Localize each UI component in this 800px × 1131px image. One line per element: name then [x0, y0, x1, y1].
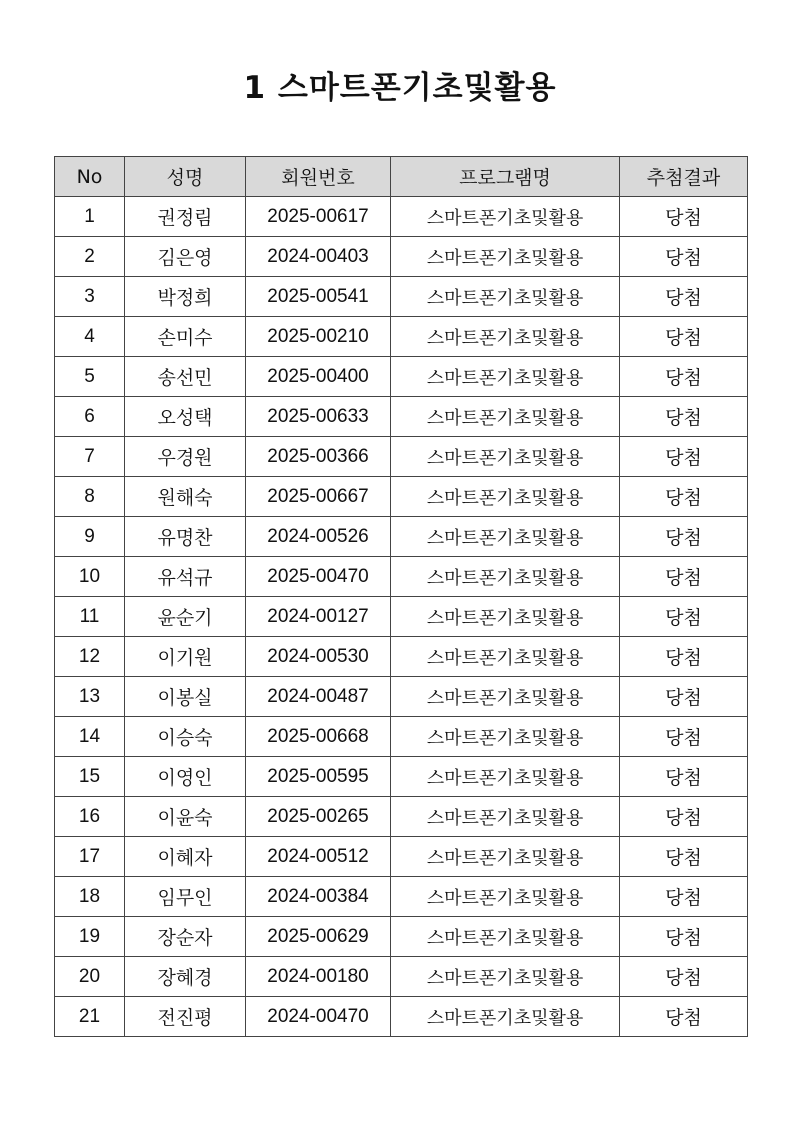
member-id: 2025-00541 — [246, 277, 391, 317]
program-name: 스마트폰기초및활용 — [391, 597, 620, 637]
row-number: 7 — [55, 437, 125, 477]
member-name: 임무인 — [125, 877, 246, 917]
draw-result: 당첨 — [620, 517, 748, 557]
member-id: 2024-00470 — [246, 997, 391, 1037]
member-id: 2024-00127 — [246, 597, 391, 637]
row-number: 11 — [55, 597, 125, 637]
program-name: 스마트폰기초및활용 — [391, 957, 620, 997]
member-name: 이봉실 — [125, 677, 246, 717]
column-header-member-id: 회원번호 — [246, 157, 391, 197]
table-row — [55, 757, 748, 797]
table-row — [55, 477, 748, 517]
table-row — [55, 557, 748, 597]
member-name: 유명찬 — [125, 517, 246, 557]
member-name: 이기원 — [125, 637, 246, 677]
member-name: 윤순기 — [125, 597, 246, 637]
program-name: 스마트폰기초및활용 — [391, 837, 620, 877]
table-row — [55, 877, 748, 917]
member-name: 원해숙 — [125, 477, 246, 517]
program-name: 스마트폰기초및활용 — [391, 437, 620, 477]
program-name: 스마트폰기초및활용 — [391, 477, 620, 517]
program-name: 스마트폰기초및활용 — [391, 397, 620, 437]
row-number: 2 — [55, 237, 125, 277]
program-name: 스마트폰기초및활용 — [391, 717, 620, 757]
member-name: 이영인 — [125, 757, 246, 797]
draw-result: 당첨 — [620, 677, 748, 717]
row-number: 17 — [55, 837, 125, 877]
member-id: 2024-00180 — [246, 957, 391, 997]
member-name: 송선민 — [125, 357, 246, 397]
member-id: 2025-00617 — [246, 197, 391, 237]
draw-result: 당첨 — [620, 597, 748, 637]
member-name: 이혜자 — [125, 837, 246, 877]
draw-result: 당첨 — [620, 197, 748, 237]
member-name: 장혜경 — [125, 957, 246, 997]
draw-result: 당첨 — [620, 557, 748, 597]
column-header-result: 추첨결과 — [620, 157, 748, 197]
member-name: 오성택 — [125, 397, 246, 437]
program-name: 스마트폰기초및활용 — [391, 357, 620, 397]
table-row — [55, 357, 748, 397]
table-body — [55, 197, 748, 1037]
program-name: 스마트폰기초및활용 — [391, 557, 620, 597]
table-row — [55, 717, 748, 757]
row-number: 4 — [55, 317, 125, 357]
member-id: 2024-00403 — [246, 237, 391, 277]
table-row — [55, 437, 748, 477]
table-row — [55, 837, 748, 877]
draw-result: 당첨 — [620, 997, 748, 1037]
row-number: 14 — [55, 717, 125, 757]
row-number: 10 — [55, 557, 125, 597]
table-row — [55, 277, 748, 317]
member-name: 유석규 — [125, 557, 246, 597]
row-number: 8 — [55, 477, 125, 517]
draw-result: 당첨 — [620, 917, 748, 957]
table-row — [55, 517, 748, 557]
member-id: 2024-00384 — [246, 877, 391, 917]
row-number: 20 — [55, 957, 125, 997]
table-row — [55, 677, 748, 717]
row-number: 9 — [55, 517, 125, 557]
member-id: 2024-00512 — [246, 837, 391, 877]
draw-result: 당첨 — [620, 797, 748, 837]
program-name: 스마트폰기초및활용 — [391, 997, 620, 1037]
member-id: 2025-00470 — [246, 557, 391, 597]
member-id: 2025-00265 — [246, 797, 391, 837]
program-name: 스마트폰기초및활용 — [391, 197, 620, 237]
member-id: 2024-00530 — [246, 637, 391, 677]
draw-result: 당첨 — [620, 837, 748, 877]
member-id: 2025-00668 — [246, 717, 391, 757]
member-name: 전진평 — [125, 997, 246, 1037]
program-name: 스마트폰기초및활용 — [391, 677, 620, 717]
draw-result: 당첨 — [620, 317, 748, 357]
table-row — [55, 197, 748, 237]
table-row — [55, 317, 748, 357]
row-number: 21 — [55, 997, 125, 1037]
member-id: 2025-00210 — [246, 317, 391, 357]
program-name: 스마트폰기초및활용 — [391, 757, 620, 797]
row-number: 15 — [55, 757, 125, 797]
program-name: 스마트폰기초및활용 — [391, 637, 620, 677]
member-name: 박정희 — [125, 277, 246, 317]
row-number: 19 — [55, 917, 125, 957]
column-header-name: 성명 — [125, 157, 246, 197]
member-name: 장순자 — [125, 917, 246, 957]
program-name: 스마트폰기초및활용 — [391, 877, 620, 917]
row-number: 12 — [55, 637, 125, 677]
draw-result: 당첨 — [620, 957, 748, 997]
table-row — [55, 957, 748, 997]
member-id: 2025-00667 — [246, 477, 391, 517]
table-row — [55, 597, 748, 637]
member-id: 2024-00487 — [246, 677, 391, 717]
program-name: 스마트폰기초및활용 — [391, 917, 620, 957]
row-number: 6 — [55, 397, 125, 437]
draw-result: 당첨 — [620, 717, 748, 757]
draw-result: 당첨 — [620, 877, 748, 917]
program-name: 스마트폰기초및활용 — [391, 237, 620, 277]
table-row — [55, 637, 748, 677]
draw-result: 당첨 — [620, 277, 748, 317]
member-id: 2025-00633 — [246, 397, 391, 437]
member-name: 이승숙 — [125, 717, 246, 757]
column-header-program: 프로그램명 — [391, 157, 620, 197]
draw-result: 당첨 — [620, 437, 748, 477]
page-title: 1 스마트폰기초및활용 — [243, 70, 557, 106]
draw-result: 당첨 — [620, 237, 748, 277]
member-name: 이윤숙 — [125, 797, 246, 837]
table-row — [55, 237, 748, 277]
member-id: 2025-00400 — [246, 357, 391, 397]
member-id: 2025-00629 — [246, 917, 391, 957]
draw-result: 당첨 — [620, 357, 748, 397]
member-name: 권정림 — [125, 197, 246, 237]
member-name: 김은영 — [125, 237, 246, 277]
member-id: 2025-00366 — [246, 437, 391, 477]
program-name: 스마트폰기초및활용 — [391, 797, 620, 837]
row-number: 1 — [55, 197, 125, 237]
row-number: 3 — [55, 277, 125, 317]
member-id: 2025-00595 — [246, 757, 391, 797]
row-number: 5 — [55, 357, 125, 397]
program-name: 스마트폰기초및활용 — [391, 277, 620, 317]
table-header-row — [55, 157, 748, 197]
row-number: 16 — [55, 797, 125, 837]
lottery-result-table — [54, 156, 748, 1037]
program-name: 스마트폰기초및활용 — [391, 517, 620, 557]
draw-result: 당첨 — [620, 397, 748, 437]
draw-result: 당첨 — [620, 637, 748, 677]
table-row — [55, 797, 748, 837]
member-id: 2024-00526 — [246, 517, 391, 557]
program-name: 스마트폰기초및활용 — [391, 317, 620, 357]
member-name: 손미수 — [125, 317, 246, 357]
member-name: 우경원 — [125, 437, 246, 477]
row-number: 18 — [55, 877, 125, 917]
table-row — [55, 997, 748, 1037]
draw-result: 당첨 — [620, 757, 748, 797]
table-row — [55, 917, 748, 957]
column-header-no: No — [55, 157, 125, 197]
row-number: 13 — [55, 677, 125, 717]
draw-result: 당첨 — [620, 477, 748, 517]
table-row — [55, 397, 748, 437]
